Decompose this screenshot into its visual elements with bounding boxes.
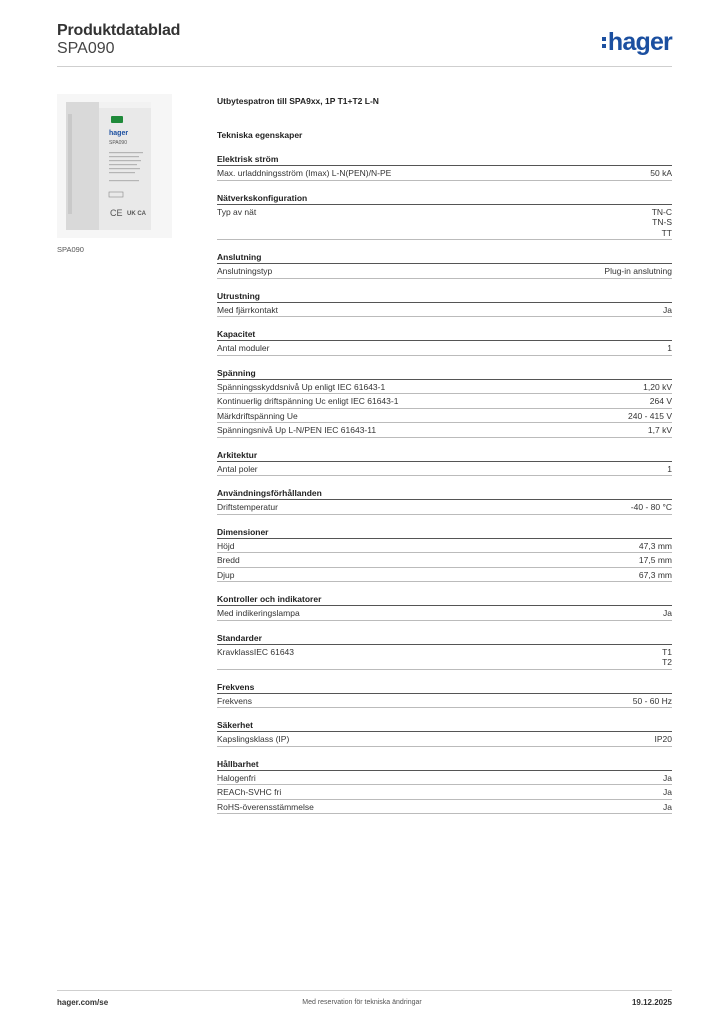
spec-value [639,555,672,566]
spec-value [663,802,672,813]
spec-label: Frekvens [217,695,252,706]
spec-value [663,305,672,316]
spec-value-line: TT [661,227,672,238]
spec-row [217,166,672,181]
spec-value-line: 240 - 415 V [628,410,672,421]
spec-label: Bredd [217,555,240,565]
spec-label: REACh-SVHC fri [217,787,282,797]
spec-row [217,568,672,583]
spec-section [217,449,672,477]
spec-value [650,168,672,179]
footer-website: hager.com/se [57,998,109,1007]
spec-label: Kapslingsklass (IP) [217,734,290,744]
spec-section [217,487,672,515]
spec-label: Max. urladdningsström (Imax) L-N(PEN)/N-PE [217,168,392,178]
spec-section [217,526,672,583]
section-title: Arkitektur [217,449,672,462]
spec-value [663,608,672,619]
image-mark-ukca: UK CA [127,211,146,217]
spec-sections [217,153,672,814]
spec-row [217,539,672,554]
section-title: Standarder [217,632,672,645]
logo-dots-icon [602,37,606,48]
section-title: Säkerhet [217,719,672,732]
spec-label: Antal poler [217,463,258,474]
spec-row [217,264,672,279]
spec-label: Med indikeringslampa [217,608,300,618]
spec-section [217,153,672,181]
spec-row [217,771,672,786]
spec-label: Höjd [217,540,235,551]
spec-value [662,647,672,668]
footer-disclaimer: Med reservation för tekniska ändringar [302,999,422,1006]
spec-value [604,266,672,277]
section-title: Dimensioner [217,526,672,539]
spec-value [655,734,673,745]
section-title: Kontroller och indikatorer [217,593,672,606]
spec-value [643,382,672,393]
spec-value [639,541,672,552]
image-model-label: SPA090 [109,140,127,146]
hager-logo [602,28,672,57]
spec-section [217,251,672,279]
spec-label: Anslutningstyp [217,266,273,276]
spec-value-line: 50 kA [650,168,672,178]
section-title: Frekvens [217,681,672,694]
spec-row [217,645,672,670]
spec-value-line: 47,3 mm [638,540,672,551]
spec-row [217,785,672,800]
section-heading: Tekniska egenskaper [217,130,303,140]
spec-label: Antal moduler [217,343,270,353]
spec-row [217,800,672,815]
spec-value [663,787,672,798]
spec-value [667,464,672,475]
product-image [57,94,172,238]
section-title: Kapacitet [217,328,672,341]
spec-section [217,593,672,621]
logo-text: hager [607,28,672,56]
spec-row [217,694,672,709]
spec-value-line: Ja [663,608,672,618]
spec-value [633,696,672,707]
spec-value [648,425,672,436]
spec-label: Med fjärrkontakt [217,304,278,315]
spec-value-line: Ja [663,787,672,797]
doc-subtitle: SPA090 [57,40,115,57]
spec-label: RoHS-överensstämmelse [217,801,314,812]
spec-section [217,681,672,709]
spec-section [217,632,672,670]
spec-value-line: 67,3 mm [638,569,672,580]
product-name: Utbytespatron till SPA9xx, 1P T1+T2 L-N [217,96,379,106]
spec-value-line: 1 [667,343,672,353]
spec-value-line: 50 - 60 Hz [632,695,672,706]
spec-value [663,773,672,784]
spec-value-line: Plug-in anslutning [604,266,672,276]
spec-row [217,205,672,241]
spec-value-line: 17,5 mm [638,555,672,565]
spec-value [639,570,672,581]
spec-row [217,500,672,515]
spec-value-line: TN-S [652,217,672,227]
spec-label: Spänningsskyddsnivå Up enligt IEC 61643-1 [217,381,386,392]
spec-row [217,394,672,409]
spec-label: Halogenfri [217,772,256,783]
spec-value [652,207,672,239]
section-title: Nätverkskonfiguration [217,192,672,205]
section-title: Användningsförhållanden [217,487,672,500]
spec-value-line: TN-C [651,206,672,217]
spec-label: Kontinuerlig driftspänning Uc enligt IEC 61643-1 [217,396,399,406]
doc-title: Produktdatablad [57,22,181,39]
spec-section [217,367,672,438]
spec-value-line: -40 - 80 °C [630,502,672,512]
spec-value-line: IP20 [654,734,672,744]
spec-value-line: 1,7 kV [647,425,672,435]
image-mark-ce: CE [110,208,123,218]
spec-label: Spänningsnivå Up L-N/PEN IEC 61643-11 [217,425,377,435]
section-title: Utrustning [217,290,672,303]
spec-label: Märkdriftspänning Ue [217,410,298,421]
spec-row [217,606,672,621]
section-title: Hållbarhet [217,758,672,771]
spec-value-line: 264 V [649,396,672,406]
spec-value [650,396,672,407]
spec-row [217,409,672,424]
spec-row [217,732,672,747]
spec-section [217,192,672,241]
spec-row [217,303,672,318]
spec-section [217,290,672,318]
spec-value-line: Ja [663,772,672,783]
section-title: Anslutning [217,251,672,264]
spec-row [217,423,672,438]
spec-row [217,380,672,395]
spec-section [217,328,672,356]
spec-value [631,502,672,513]
spec-value [628,411,672,422]
section-title: Spänning [217,367,672,380]
section-title: Elektrisk ström [217,153,672,166]
spec-label: Djup [217,569,235,580]
spec-value-line: 1,20 kV [643,381,672,392]
spec-value-line: Ja [663,304,672,315]
spec-label: Driftstemperatur [217,502,278,512]
spec-row [217,462,672,477]
spec-label: KravklassIEC 61643 [217,646,295,657]
spec-section [217,719,672,747]
spec-row [217,341,672,356]
spec-row [217,553,672,568]
image-caption: SPA090 [57,245,84,254]
spec-value [667,343,672,354]
image-brand-label: hager [109,130,129,137]
spec-content [217,96,672,825]
spec-value-line: 1 [667,463,672,474]
spec-value-line: T1 [662,646,672,657]
spec-section [217,758,672,815]
footer-divider [57,990,672,991]
spec-label: Typ av nät [217,206,257,217]
footer-date: 19.12.2025 [631,998,672,1007]
spec-value-line: Ja [663,801,672,812]
spec-value-line: T2 [662,657,672,667]
header-divider [57,66,672,67]
